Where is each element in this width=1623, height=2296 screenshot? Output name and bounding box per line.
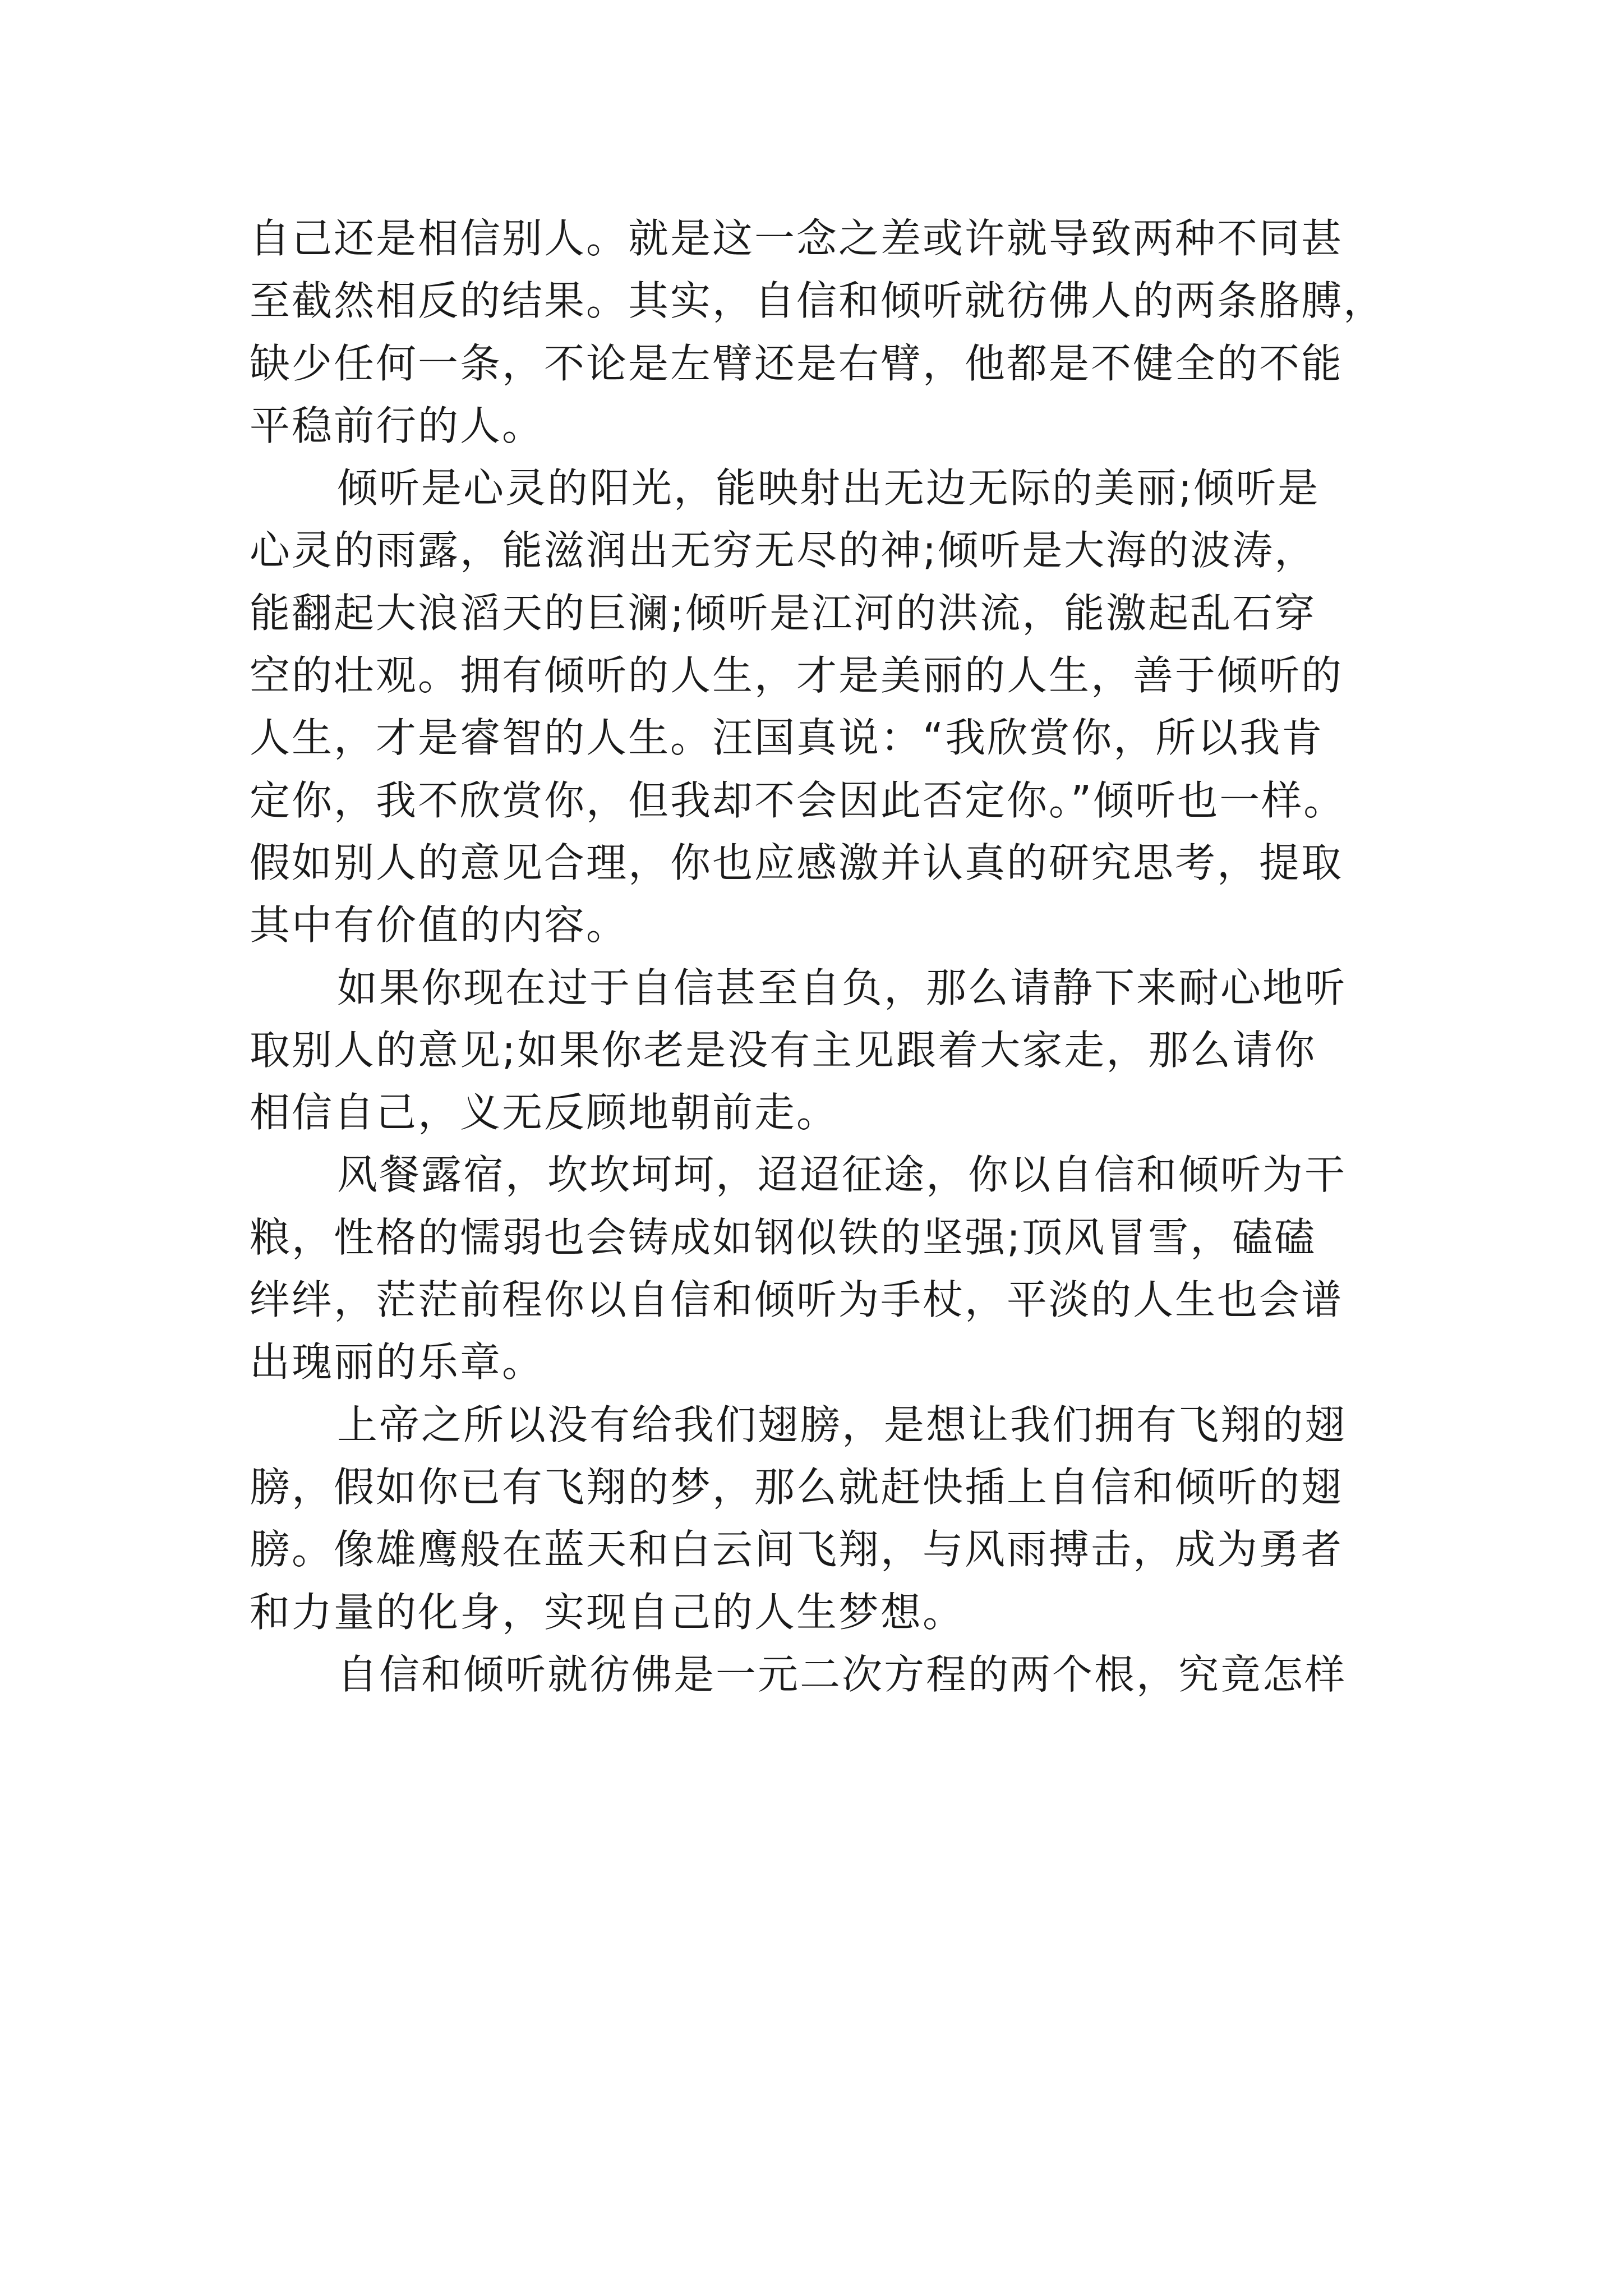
- text-line: 假如别人的意见合理，你也应感激并认真的研究思考，提取: [250, 839, 1344, 886]
- text-line: 至截然相反的结果。其实，自信和倾听就彷佛人的两条胳膊，: [250, 277, 1386, 325]
- paragraph-first-line: 倾听是心灵的阳光，能映射出无边无际的美丽;倾听是: [337, 464, 1320, 512]
- text-line: 粮，性格的懦弱也会铸成如钢似铁的坚强;顶风冒雪，磕磕: [250, 1213, 1317, 1261]
- text-line: 相信自己，义无反顾地朝前走。: [250, 1089, 839, 1137]
- text-line: 人生，才是睿智的人生。汪国真说：“我欣赏你，所以我肯: [250, 714, 1324, 762]
- document-body: [250, 208, 1386, 1706]
- text-line: 能翻起大浪滔天的巨澜;倾听是江河的洪流，能激起乱石穿: [250, 589, 1317, 637]
- text-line: 缺少任何一条，不论是左臂还是右臂，他都是不健全的不能: [250, 339, 1344, 387]
- text-line: 膀。像雄鹰般在蓝天和白云间飞翔，与风雨搏击，成为勇者: [250, 1526, 1344, 1573]
- text-line: 定你，我不欣赏你，但我却不会因此否定你。”倾听也一样。: [250, 776, 1346, 824]
- text-line: 平稳前行的人。: [250, 402, 545, 449]
- text-line: 空的壮观。拥有倾听的人生，才是美丽的人生，善于倾听的: [250, 652, 1344, 700]
- text-line: 自己还是相信别人。就是这一念之差或许就导致两种不同甚: [250, 215, 1344, 262]
- text-line: 心灵的雨露，能滋润出无穷无尽的神;倾听是大海的波涛，: [250, 527, 1317, 574]
- paragraph-first-line: 上帝之所以没有给我们翅膀，是想让我们拥有飞翔的翅: [337, 1401, 1347, 1448]
- text-line: 出瑰丽的乐章。: [250, 1338, 545, 1386]
- paragraph-first-line: 如果你现在过于自信甚至自负，那么请静下来耐心地听: [337, 964, 1347, 1011]
- text-line: 和力量的化身，实现自己的人生梦想。: [250, 1588, 965, 1636]
- text-line: 绊绊，茫茫前程你以自信和倾听为手杖，平淡的人生也会谱: [250, 1276, 1344, 1324]
- paragraph-first-line: 风餐露宿，坎坎坷坷，迢迢征途，你以自信和倾听为干: [337, 1151, 1347, 1199]
- text-line: 取别人的意见;如果你老是没有主见跟着大家走，那么请你: [250, 1026, 1317, 1074]
- text-line: 膀，假如你已有飞翔的梦，那么就赶快插上自信和倾听的翅: [250, 1463, 1344, 1511]
- text-line: 其中有价值的内容。: [250, 901, 629, 949]
- paragraph-first-line: 自信和倾听就彷佛是一元二次方程的两个根，究竟怎样: [337, 1650, 1347, 1698]
